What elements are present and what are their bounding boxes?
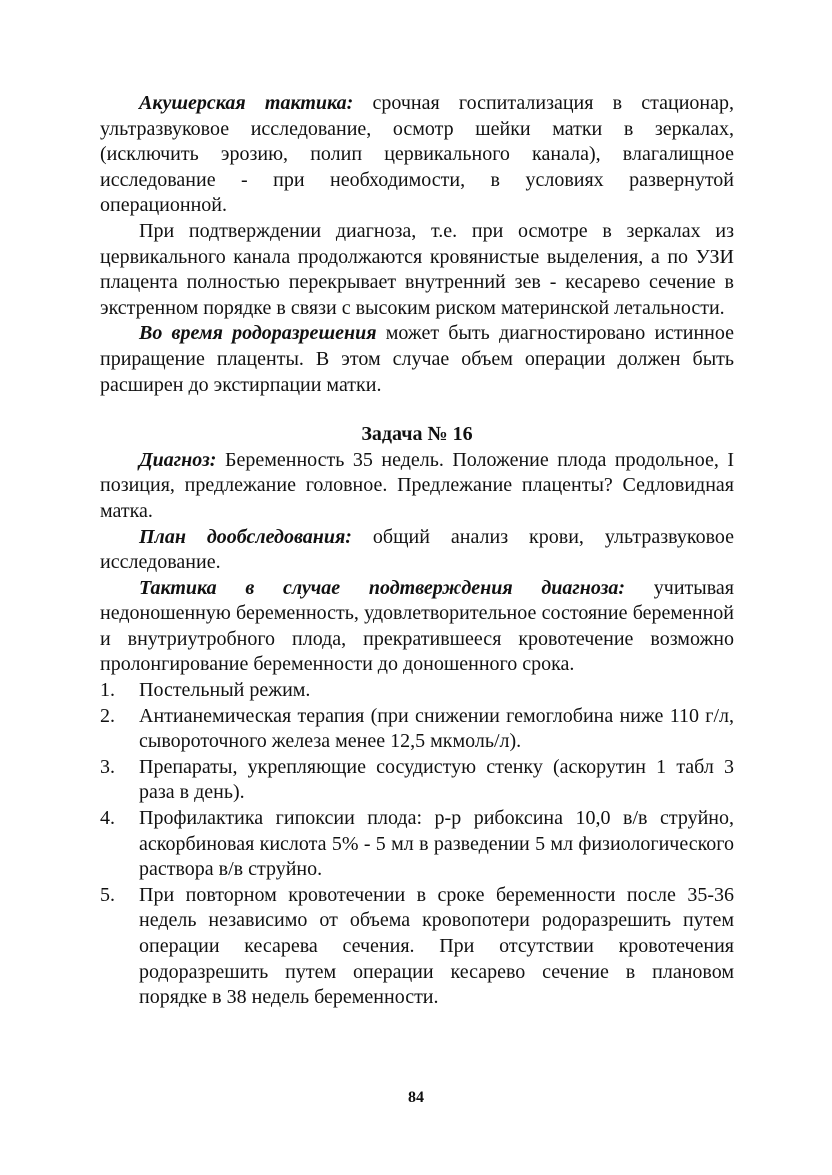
confirmed-tactics-paragraph bbox=[100, 576, 734, 678]
diagnosis-lead: Диагноз: bbox=[139, 448, 217, 471]
list-item bbox=[100, 678, 734, 704]
confirmed-tactics-text: учитывая недоношенную беременность, удовлетворительное состояние беременной и внутриутробного плода, прекратившееся кровотечение возможно пролонгирование беременности до доношенного срока. bbox=[100, 576, 734, 676]
page-body bbox=[100, 91, 734, 1011]
list-item-number: 1. bbox=[100, 679, 115, 702]
confirmed-tactics-lead: Тактика в случае подтверждения диагноза: bbox=[139, 576, 626, 599]
list-item-text: Профилактика гипоксии плода: р-р рибоксина 10,0 в/в струйно, аскорбиновая кислота 5% - 5 мл в разведении 5 мл физиологического раствора в/в струйно. bbox=[139, 807, 734, 881]
delivery-paragraph bbox=[100, 321, 734, 398]
task-heading: Задача № 16 bbox=[361, 423, 473, 446]
exam-plan-text: общий анализ крови, ультразвуковое исследование. bbox=[100, 525, 734, 574]
list-item bbox=[100, 755, 734, 806]
list-item-text: Антианемическая терапия (при снижении гемоглобина ниже 110 г/л, сывороточного железа менее 12,5 мкмоль/л). bbox=[139, 704, 734, 753]
diagnosis-text: Беременность 35 недель. Положение плода продольное, I позиция, предлежание головное. Предлежание плаценты? Седловидная матка. bbox=[100, 448, 734, 522]
list-item-number: 3. bbox=[100, 755, 115, 778]
list-item-text: Постельный режим. bbox=[139, 679, 311, 702]
diagnosis-paragraph bbox=[100, 448, 734, 525]
delivery-lead: Во время родоразрешения bbox=[139, 322, 377, 345]
list-item-number: 4. bbox=[100, 807, 115, 830]
list-item-text: При повторном кровотечении в сроке беременности после 35-36 недель независимо от объема кровопотери родоразрешить путем операции кесарева сечения. При отсутствии кровотечения родоразрешить путем операции кесарево сечение в плановом порядке в 38 недель беременности. bbox=[139, 883, 734, 1009]
page-number: 84 bbox=[408, 1089, 424, 1106]
treatment-steps-list bbox=[100, 678, 734, 1011]
exam-plan-lead: План дообследования: bbox=[139, 525, 352, 548]
confirmation-paragraph: При подтверждении диагноза, т.е. при осмотре в зеркалах из цервикального канала продолжаются кровянистые выделения, а по УЗИ плацента полностью перекрывает внутренний зев - кесарево сечение в экстренном порядке в связи с высоким риском материнской летальности. bbox=[100, 219, 734, 319]
list-item-number: 5. bbox=[100, 883, 115, 906]
tactics-lead: Акушерская тактика: bbox=[139, 92, 354, 114]
tactics-paragraph bbox=[100, 91, 734, 219]
exam-plan-paragraph bbox=[100, 525, 734, 576]
list-item bbox=[100, 883, 734, 1011]
tactics-text: срочная госпитализация в стационар, ультразвуковое исследование, осмотр шейки матки в зеркалах, (исключить эрозию, полип цервикального канала), влагалищное исследование - при необходимости, в условиях развернутой операционной. bbox=[100, 92, 734, 217]
list-item bbox=[100, 704, 734, 755]
delivery-text: может быть диагностировано истинное приращение плаценты. В этом случае объем операции должен быть расширен до экстирпации матки. bbox=[100, 322, 734, 396]
list-item bbox=[100, 806, 734, 883]
list-item-number: 2. bbox=[100, 704, 115, 727]
list-item-text: Препараты, укрепляющие сосудистую стенку (аскорутин 1 табл 3 раза в день). bbox=[139, 755, 734, 804]
section-spacer bbox=[100, 398, 734, 422]
